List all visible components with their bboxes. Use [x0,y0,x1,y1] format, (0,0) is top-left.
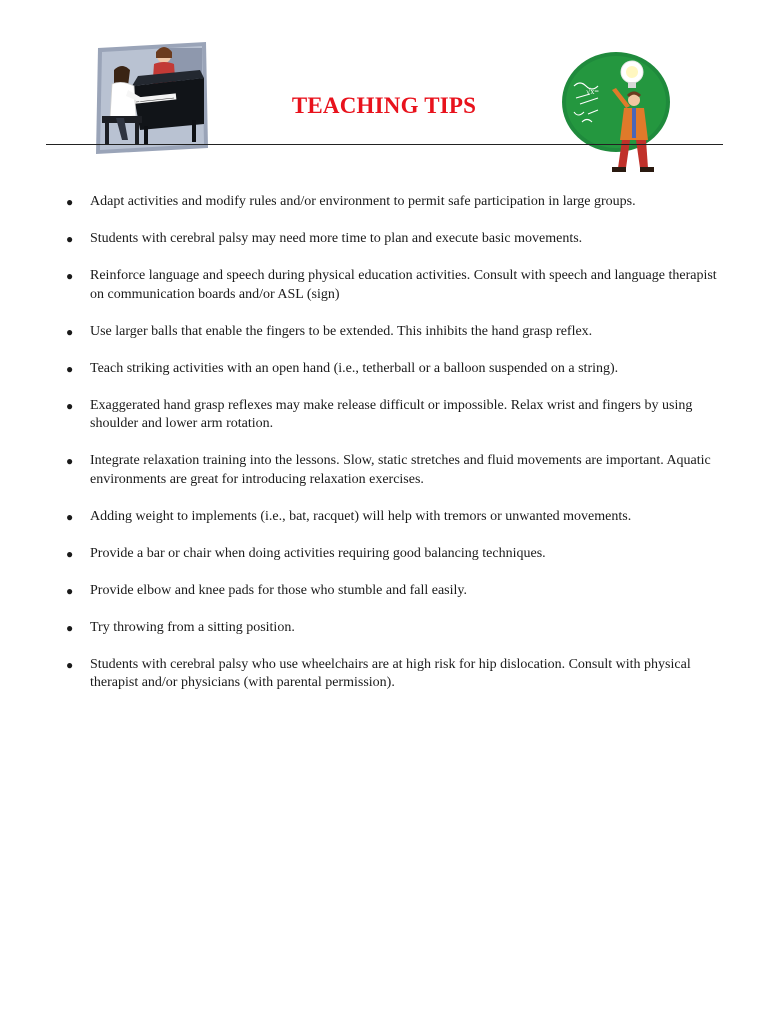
tips-list [60,193,725,711]
bullet-icon: ● [66,361,74,376]
tip-text: Integrate relaxation training into the lessons. Slow, static stretches and fluid movements are important. Aquatic environments are great for introducing relaxation exercises. [90,453,711,487]
tip-item [60,582,725,601]
bullet-icon: ● [66,509,74,524]
teacher-chalkboard-lightbulb-illustration [560,50,678,176]
tip-text: Students with cerebral palsy may need more time to plan and execute basic movements. [90,231,583,246]
header-divider [46,144,723,145]
tip-item [60,360,725,379]
bullet-icon: ● [66,546,74,561]
tip-text: Students with cerebral palsy who use wheelchairs are at high risk for hip dislocation. Consult with physical therapist and/or physicians (with parental permission). [90,656,691,690]
tip-text: Exaggerated hand grasp reflexes may make release difficult or impossible. Relax wrist and fingers by using shoulder and lower arm rotation. [90,397,693,431]
tip-item [60,193,725,212]
svg-text:√x=: √x= [586,87,599,96]
tip-text: Adding weight to implements (i.e., bat, racquet) will help with tremors or unwanted movements. [90,508,632,524]
tip-item [60,452,725,489]
tip-item [60,323,725,342]
tip-text: Reinforce language and speech during physical education activities. Consult with speech and language therapist on communication boards and/or ASL (sign) [90,268,717,302]
tip-text: Use larger balls that enable the fingers to be extended. This inhibits the hand grasp reflex. [90,323,593,339]
tip-text: Teach striking activities with an open hand (i.e., tetherball or a balloon suspended on a string). [90,360,619,376]
bullet-icon: ● [66,583,74,598]
bullet-icon: ● [66,195,74,209]
bullet-icon: ● [66,324,74,339]
tip-item [60,267,725,304]
tip-item [60,545,725,564]
tip-text: Provide elbow and knee pads for those who stumble and fall easily. [90,582,468,598]
tip-text: Adapt activities and modify rules and/or environment to permit safe participation in large groups. [90,194,636,209]
teacher-chalkboard-graphic [560,50,678,176]
tip-item [60,397,725,434]
bullet-icon: ● [66,398,74,413]
tip-item [60,619,725,638]
tip-item [60,656,725,693]
tip-text: Try throwing from a sitting position. [90,619,295,635]
page-title: TEACHING TIPS [291,93,477,118]
bullet-icon: ● [66,454,74,468]
tip-text: Provide a bar or chair when doing activities requiring good balancing techniques. [90,545,546,561]
tip-item [60,230,725,249]
bullet-icon: ● [66,657,74,672]
bullet-icon: ● [66,620,74,635]
bullet-icon: ● [66,269,74,283]
bullet-icon: ● [66,232,74,246]
tip-item [60,508,725,527]
